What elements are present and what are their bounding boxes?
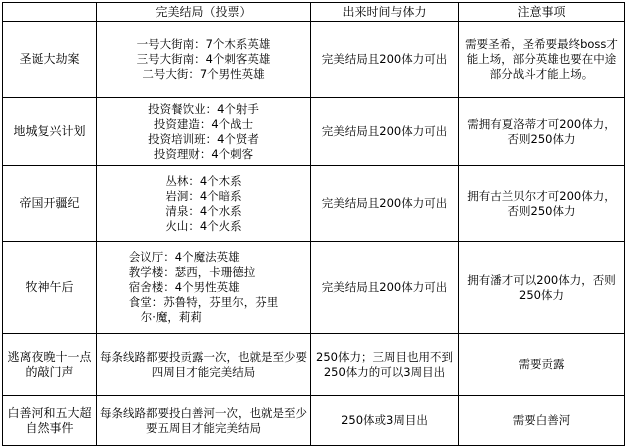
ending-line: 教学楼：瑟西，卡珊德拉 xyxy=(128,265,256,279)
ending-line: 尔·魔，莉莉 xyxy=(140,310,202,324)
time-cell: 250体或3周目出 xyxy=(311,396,459,446)
table-row xyxy=(3,22,625,98)
ending-line: 会议厅：4个魔法英雄 xyxy=(128,250,240,264)
event-name: 逃离夜晚十一点的敲门声 xyxy=(3,334,97,396)
ending-line: 火山：4个火系 xyxy=(165,218,242,233)
header-ending: 完美结局（投票） xyxy=(97,3,311,22)
header-name xyxy=(3,3,97,22)
notes-cell: 需要贡露 xyxy=(459,334,625,396)
ending-line: 投资建造：4个战士 xyxy=(153,116,254,131)
event-name: 牧神午后 xyxy=(3,242,97,334)
time-cell: 完美结局且200体力可出 xyxy=(311,98,459,166)
table-row xyxy=(3,396,625,446)
time-cell: 完美结局且200体力可出 xyxy=(311,22,459,98)
ending-line: 投资餐饮业：4个射手 xyxy=(148,101,259,116)
ending-line: 一号大街南：7个木系英雄 xyxy=(136,37,271,51)
ending-cell xyxy=(97,98,311,166)
table-row xyxy=(3,334,625,396)
ending-cell xyxy=(97,242,311,334)
time-cell: 完美结局且200体力可出 xyxy=(311,242,459,334)
ending-line: 二号大街：7个男性英雄 xyxy=(142,67,265,81)
ending-cell xyxy=(97,166,311,242)
notes-cell: 需要圣希，圣希要最终boss才能上场，部分英雄也要在中途部分战斗才能上场。 xyxy=(459,22,625,98)
notes-cell: 拥有古兰贝尔才可200体力，否则250体力 xyxy=(459,166,625,242)
event-name: 地城复兴计划 xyxy=(3,98,97,166)
ending-cell: 每条线路都要投白善河一次，也就是至少要五周目才能完美结局 xyxy=(97,396,311,446)
ending-cell: 每条线路都要投贡露一次，也就是至少要四周目才能完美结局 xyxy=(97,334,311,396)
ending-line: 丛林：4个木系 xyxy=(165,173,242,188)
ending-line: 宿舍楼：4个男性英雄 xyxy=(128,280,240,294)
header-row xyxy=(3,3,625,22)
ending-line: 三号大街南：4个刺客英雄 xyxy=(136,52,271,66)
table-row xyxy=(3,242,625,334)
event-name: 白善河和五大超自然事件 xyxy=(3,396,97,446)
event-name: 帝国开疆纪 xyxy=(3,166,97,242)
ending-line: 投资培训班：4个贤者 xyxy=(148,131,259,146)
time-cell: 250体力；三周目也用不到250体力的可以3周目出 xyxy=(311,334,459,396)
event-guide-table xyxy=(2,2,625,446)
table-row xyxy=(3,166,625,242)
ending-line: 清泉：4个水系 xyxy=(165,203,242,218)
header-notes: 注意事项 xyxy=(459,3,625,22)
header-time: 出来时间与体力 xyxy=(311,3,459,22)
notes-cell: 需要白善河 xyxy=(459,396,625,446)
notes-cell: 拥有潘才可以200体力，否则250体力 xyxy=(459,242,625,334)
ending-cell xyxy=(97,22,311,98)
ending-line: 岩洞：4个暗系 xyxy=(165,188,242,203)
ending-line: 食堂：苏鲁特，芬里尔，芬里 xyxy=(128,295,279,309)
ending-line: 投资理财：4个刺客 xyxy=(153,146,254,161)
event-name: 圣诞大劫案 xyxy=(3,22,97,98)
table-row xyxy=(3,98,625,166)
time-cell: 完美结局且200体力可出 xyxy=(311,166,459,242)
notes-cell: 需拥有夏洛蒂才可200体力，否则250体力 xyxy=(459,98,625,166)
